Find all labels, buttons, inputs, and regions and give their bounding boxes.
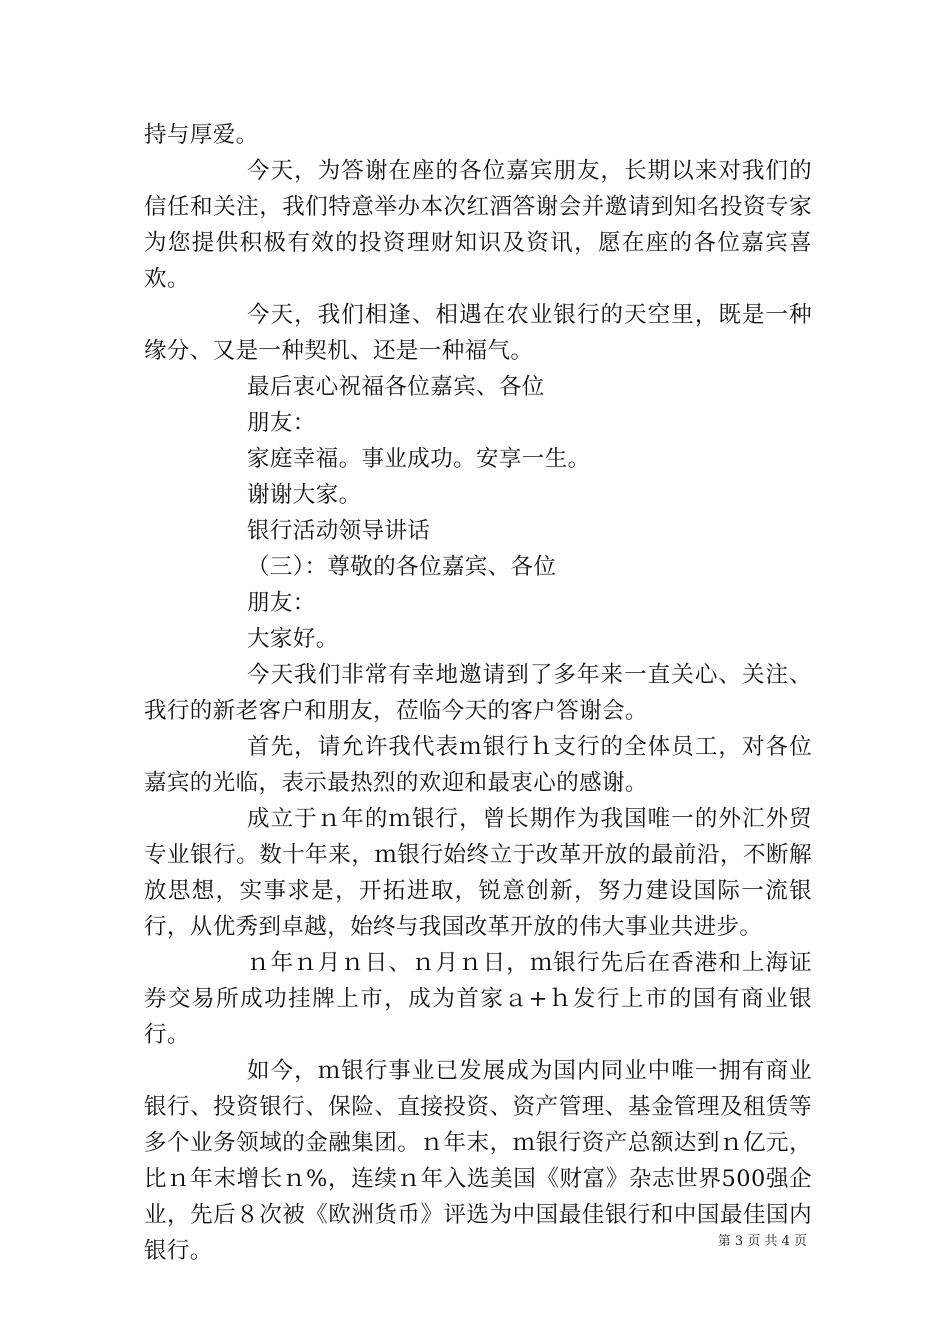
paragraph-final-blessing: 最后衷心祝福各位嘉宾、各位 [247, 374, 545, 400]
section-subtitle: （三）：尊敬的各位嘉宾、各位 [247, 554, 557, 580]
paragraph-friends-2: 朋友： [247, 590, 316, 616]
page-number: 第 3 页 共 4 页 [717, 1234, 807, 1249]
section-title: 银行活动领导讲话 [247, 518, 431, 544]
paragraph-greeting: 大家好。 [247, 626, 339, 652]
paragraph-meeting-today: 今天，我们相逢、相遇在农业银行的天空里，既是一种缘分、又是一种契机、还是一种福气。 [144, 302, 812, 364]
paragraph-listing: ｎ年ｎ月ｎ日、ｎ月ｎ日，ｍ银行先后在香港和上海证券交易所成功挂牌上市，成为首家ａ+ｈ发行上市的国有商业银行。 [144, 950, 812, 1048]
paragraph-thanks-guests: 今天，为答谢在座的各位嘉宾朋友，长期以来对我们的信任和关注，我们特意举办本次红酒答谢会并邀请到知名投资专家为您提供积极有效的投资理财知识及资讯，愿在座的各位嘉宾喜欢。 [144, 158, 812, 292]
paragraph-friends: 朋友： [247, 410, 316, 436]
paragraph-invitation: 今天我们非常有幸地邀请到了多年来一直关心、关注、我行的新老客户和朋友，莅临今天的客户答谢会。 [144, 662, 812, 724]
body-text [144, 117, 812, 1269]
paragraph-wishes: 家庭幸福。事业成功。安享一生。 [247, 446, 591, 472]
paragraph-history: 成立于ｎ年的ｍ银行，曾长期作为我国唯一的外汇外贸专业银行。数十年来，ｍ银行始终立于改革开放的最前沿，不断解放思想，实事求是，开拓进取，锐意创新，努力建设国际一流银行，从优秀到卓越，始终与我国改革开放的伟大事业共进步。 [144, 806, 812, 940]
paragraph-welcome: 首先，请允许我代表ｍ银行ｈ支行的全体员工，对各位嘉宾的光临，表示最热烈的欢迎和最衷心的感谢。 [144, 734, 812, 796]
paragraph-thank-you: 谢谢大家。 [247, 482, 362, 508]
paragraph-continuation: 持与厚爱。 [144, 122, 259, 148]
paragraph-current-status: 如今，ｍ银行事业已发展成为国内同业中唯一拥有商业银行、投资银行、保险、直接投资、资产管理、基金管理及租赁等多个业务领域的金融集团。ｎ年末，ｍ银行资产总额达到ｎ亿元，比ｎ年末增长ｎ%，连续ｎ年入选美国《财富》杂志世界500强企业，先后８次被《欧洲货币》评选为中国最佳银行和中国最佳国内银行。 [144, 1058, 812, 1264]
